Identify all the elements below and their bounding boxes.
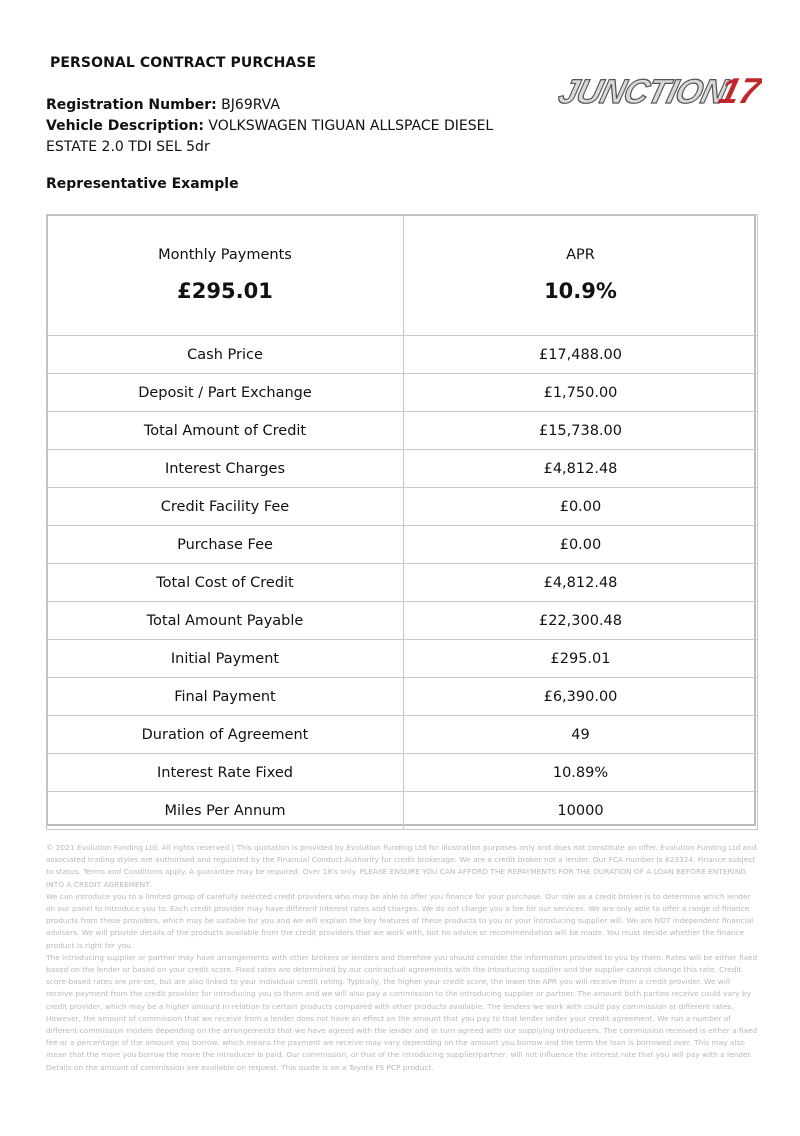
svg-text:17: 17 xyxy=(714,70,762,111)
description-value: VOLKSWAGEN TIGUAN ALLSPACE DIESEL ESTATE 2.0 TDI SEL 5dr xyxy=(46,118,494,155)
finance-table xyxy=(46,214,758,830)
row-value: £0.00 xyxy=(404,526,758,564)
row-value: 49 xyxy=(404,716,758,754)
row-label: Total Amount of Credit xyxy=(47,412,404,450)
row-label: Deposit / Part Exchange xyxy=(47,374,404,412)
row-value: £4,812.48 xyxy=(404,564,758,602)
monthly-payments-label: Monthly Payments xyxy=(158,247,292,263)
document-title: PERSONAL CONTRACT PURCHASE xyxy=(50,55,317,71)
table-row xyxy=(47,640,758,678)
row-value: £0.00 xyxy=(404,488,758,526)
row-value: £22,300.48 xyxy=(404,602,758,640)
row-label: Final Payment xyxy=(47,678,404,716)
row-value: £295.01 xyxy=(404,640,758,678)
disclaimer-paragraph-1: © 2021 Evolution Funding Ltd. All rights reserved | This quotation is provided by Evolution Funding Ltd for illustration purposes only and does not constitute an offer. Evolution Funding Ltd and associated trading styles are authorised and regulated by the Financial Conduct Authority for credit brokerage. We are a credit broker not a lender. Our FCA number is 823324. Finance subject to status. Terms and Conditions apply. A guarantee may be required. Over 18's only. PLEASE ENSURE YOU CAN AFFORD THE REPAYMENTS FOR THE DURATION OF A LOAN BEFORE ENTERING INTO A CREDIT AGREEMENT. xyxy=(46,843,757,889)
row-label: Credit Facility Fee xyxy=(47,488,404,526)
monthly-payments-cell xyxy=(47,215,404,336)
vehicle-info xyxy=(46,95,526,158)
table-row xyxy=(47,412,758,450)
legal-disclaimer xyxy=(46,842,758,1074)
disclaimer-paragraph-3: The introducing supplier or partner may have arrangements with other brokers or lenders and therefore you should consider the information provided to you by them. Rates will be either fixed based on the lender or based on your credit score. Fixed rates are determined by our contractual agreements with the introducing supplier and the supplier cannot change this rate. Credit score-based rates are pre-set, but are also linked to your individual credit rating. Typically, the higher your credit score, the lower the APR you will receive from a credit provider. We will receive payment from the credit provider for introducing you to them and we will also pay a commission to the introducing supplier or partner. The amount both parties receive could vary by credit provider, which may be a higher amount in relation to certain products compared with other products available. The lenders we work with could pay commission at different rates. However, the amount of commission that we receive from a lender does not have an effect on the amount that you pay to that lender under your credit agreement. We run a number of different commission models depending on the arrangements that we have agreed with the lender and in turn agreed with our supplying introducers. The commission received is either a fixed fee or a percentage of the amount you borrow, which means the payment we receive may vary depending on the amount you borrow and the term the loan is borrowed over. This may also mean that the more you borrow the more the introducer is paid. Our commission, or that of the introducing supplier/partner, will not influence the interest rate that you will pay with a lender. Details on the amount of commission are available on request. This quote is on a Toyota FS PCP product. xyxy=(46,952,758,1072)
row-value: £6,390.00 xyxy=(404,678,758,716)
table-row xyxy=(47,564,758,602)
apr-cell xyxy=(404,215,758,336)
table-row xyxy=(47,374,758,412)
table-row xyxy=(47,792,758,830)
row-value: £1,750.00 xyxy=(404,374,758,412)
table-row xyxy=(47,678,758,716)
row-value: £4,812.48 xyxy=(404,450,758,488)
registration-label: Registration Number: xyxy=(46,97,217,113)
svg-text:JUNCTION: JUNCTION xyxy=(554,73,730,111)
table-row xyxy=(47,450,758,488)
row-value: £15,738.00 xyxy=(404,412,758,450)
row-value: 10000 xyxy=(404,792,758,830)
junction-17-logo xyxy=(548,66,762,114)
apr-label: APR xyxy=(566,247,595,263)
description-label: Vehicle Description: xyxy=(46,118,204,134)
monthly-payments-value: £295.01 xyxy=(177,279,273,303)
row-label: Cash Price xyxy=(47,336,404,374)
row-label: Purchase Fee xyxy=(47,526,404,564)
registration-line xyxy=(46,95,526,116)
apr-value: 10.9% xyxy=(544,279,617,303)
description-line xyxy=(46,116,526,158)
row-label: Duration of Agreement xyxy=(47,716,404,754)
table-row xyxy=(47,488,758,526)
table-row xyxy=(47,526,758,564)
row-label: Miles Per Annum xyxy=(47,792,404,830)
table-row xyxy=(47,716,758,754)
row-label: Initial Payment xyxy=(47,640,404,678)
table-row xyxy=(47,336,758,374)
logo-graphic xyxy=(548,66,762,114)
row-value: 10.89% xyxy=(404,754,758,792)
registration-value: BJ69RVA xyxy=(221,97,280,113)
table-row xyxy=(47,754,758,792)
summary-row xyxy=(47,215,758,336)
row-label: Total Amount Payable xyxy=(47,602,404,640)
row-label: Interest Charges xyxy=(47,450,404,488)
representative-example-heading: Representative Example xyxy=(46,176,239,192)
row-label: Interest Rate Fixed xyxy=(47,754,404,792)
table-row xyxy=(47,602,758,640)
row-label: Total Cost of Credit xyxy=(47,564,404,602)
disclaimer-paragraph-2: We can introduce you to a limited group of carefully selected credit providers who may be able to offer you finance for your purchase. Our role as a credit broker is to determine which lender on our panel to introduce you to. Each credit provider may have different interest rates and charges. We do not charge you a fee for our services. We are only able to offer a range of finance products from these providers, which may be suitable for you and we will explain the key features of these products to you or your introducing supplier will. We are NOT independent financial advisers. We will provide details of the products available from the credit providers that we work with, but no advice or recommendation will be made. You must decide whether the finance product is right for you. xyxy=(46,891,754,950)
row-value: £17,488.00 xyxy=(404,336,758,374)
